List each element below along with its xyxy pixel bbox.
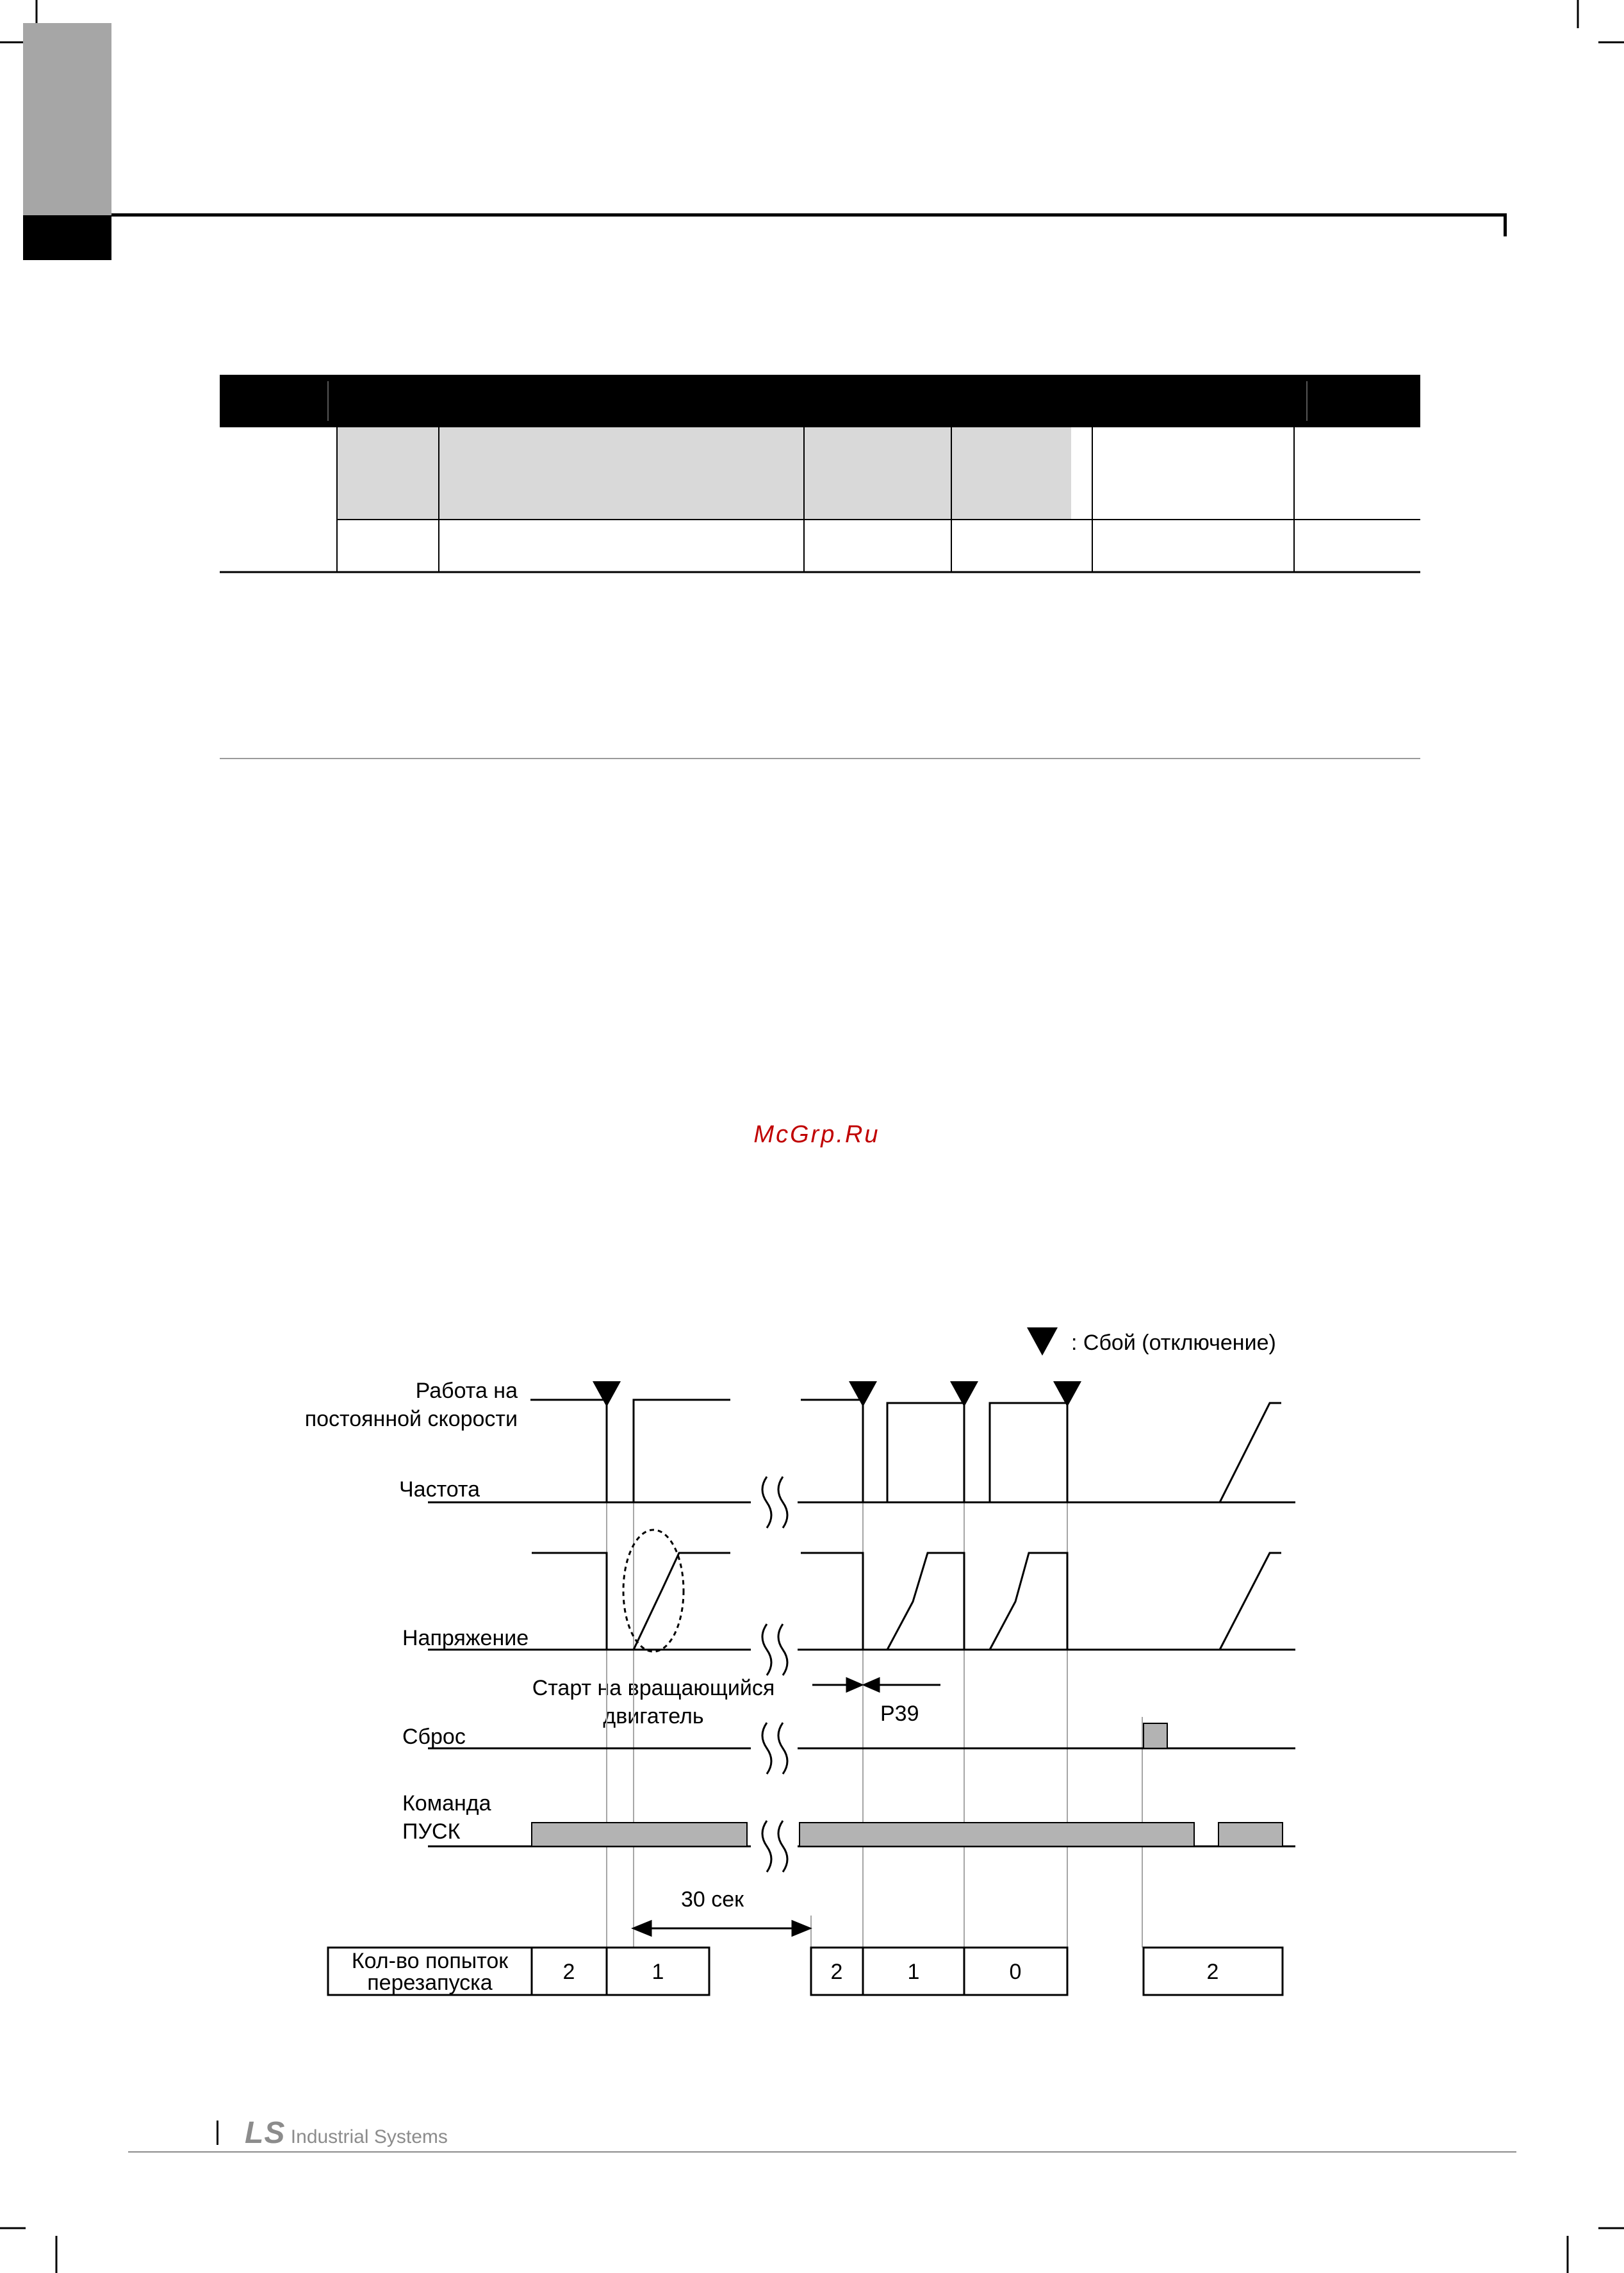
watermark: McGrp.Ru [753, 1121, 880, 1148]
label-flying-start-1: Старт на вращающийся [532, 1676, 775, 1700]
voltage-trace [428, 1553, 1295, 1650]
restart-counter-cell: 0 [1009, 1960, 1022, 1984]
label-reset: Сброс [402, 1725, 466, 1749]
label-constant-speed-1: Работа на [415, 1379, 518, 1403]
fault-marker-icon [1027, 1327, 1058, 1356]
restart-counter-cell: 2 [830, 1960, 843, 1984]
flying-start-highlight [623, 1530, 684, 1652]
footer-logo [245, 2115, 448, 2151]
label-voltage: Напряжение [402, 1626, 529, 1650]
label-interval: 30 сек [680, 1887, 744, 1912]
interval-arrow [634, 1921, 810, 1935]
legend-label: : Сбой (отключение) [1071, 1331, 1276, 1355]
frequency-trace [428, 1400, 1295, 1502]
restart-counter-cell: 1 [907, 1960, 920, 1984]
footer-rule [128, 2151, 1516, 2153]
label-flying-start-2: двигатель [603, 1704, 704, 1728]
break-symbols [762, 1477, 787, 1872]
label-frequency: Частота [399, 1477, 480, 1502]
restart-counter [328, 1948, 1283, 1995]
restart-counter-cell: 1 [652, 1960, 664, 1984]
p39-arrows [812, 1678, 940, 1691]
restart-counter-cell: 2 [562, 1960, 575, 1984]
footer-brand: LS [245, 2116, 286, 2150]
restart-counter-label-2: перезапуска [367, 1971, 493, 1995]
restart-counter-cell: 2 [1206, 1960, 1219, 1984]
footer-bar-mark [217, 2121, 218, 2145]
label-p39: P39 [880, 1702, 919, 1726]
label-run-command-1: Команда [402, 1791, 491, 1816]
restart-counter-label-1: Кол-во попыток [351, 1949, 509, 1973]
reset-trace [428, 1723, 1295, 1748]
footer-brand-suffix: Industrial Systems [290, 2126, 448, 2147]
run-command-trace [428, 1823, 1295, 1846]
label-run-command-2: ПУСК [402, 1819, 461, 1844]
label-constant-speed-2: постоянной скорости [304, 1407, 518, 1431]
event-guides [607, 1384, 1142, 1948]
